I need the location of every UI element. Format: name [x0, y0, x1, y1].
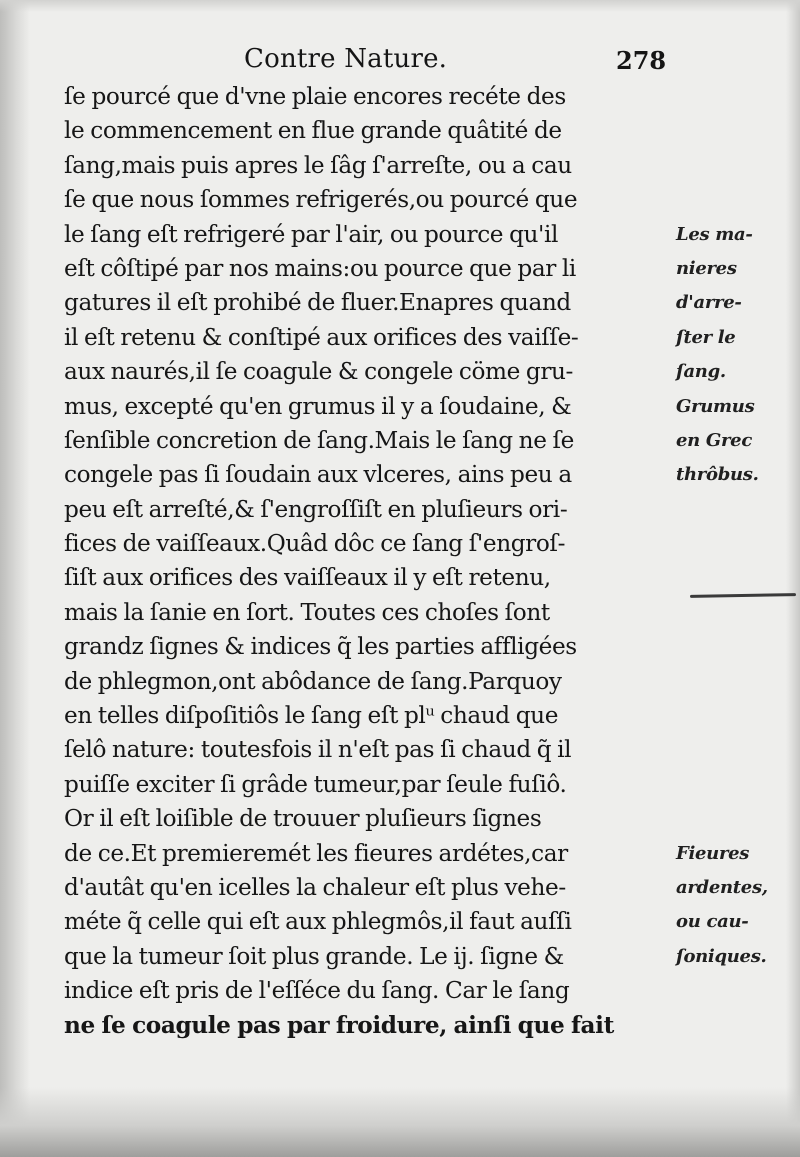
margin-note — [676, 1009, 798, 1043]
margin-note — [676, 149, 798, 183]
text-line: congele pas ſi ſoudain aux vlceres, ains peu a — [64, 461, 572, 489]
text-line: de phlegmon,ont abôdance de ſang.Parquoy — [64, 667, 562, 695]
margin-note: ſang. — [676, 361, 726, 383]
text-line: que la tumeur ſoit plus grande. Le ij. ſigne & — [64, 942, 564, 970]
text-line: le commencement en flue grande quâtité de — [64, 117, 562, 145]
text-line: méte q̃ celle qui eſt aux phlegmôs,il faut auſſi — [64, 908, 572, 936]
text-line: aux naurés,il ſe coagule & congele cöme gru- — [64, 358, 573, 386]
text-line: ſe pourcé que d'vne plaie encores recéte des — [64, 83, 566, 110]
text-line: Or il eſt loiſible de trouuer pluſieurs ſignes — [64, 805, 542, 833]
margin-notes — [676, 80, 798, 1043]
text-line: d'autât qu'en icelles la chaleur eſt plus vehe- — [64, 873, 566, 901]
margin-note: thrôbus. — [676, 464, 759, 486]
margin-note: en Grec — [676, 429, 752, 451]
page-left-shadow — [0, 0, 30, 1157]
page-number: 278 — [616, 46, 667, 75]
margin-note — [676, 596, 798, 630]
margin-note: ardentes, — [676, 876, 768, 898]
margin-note — [676, 974, 798, 1008]
margin-note — [676, 561, 798, 595]
margin-note: Les ma- — [676, 223, 753, 245]
margin-note — [676, 630, 798, 664]
text-line: puiſſe exciter ſi grâde tumeur,par ſeule fuſiô. — [64, 770, 567, 798]
margin-note — [676, 733, 798, 767]
text-line: indice eſt pris de l'eſſéce du ſang. Car le ſang — [64, 977, 570, 1005]
margin-note: Grumus — [676, 395, 755, 417]
margin-note — [676, 802, 798, 836]
page-top-shadow — [0, 0, 800, 12]
text-line: ſang,mais puis apres le ſâg ſ'arreſte, ou a cau — [64, 151, 572, 179]
page-bottom-shadow — [0, 1087, 800, 1157]
margin-note — [676, 768, 798, 802]
margin-note — [676, 493, 798, 527]
margin-note: ſoniques. — [676, 945, 767, 967]
main-text-block — [64, 80, 680, 1043]
page-header — [0, 44, 800, 84]
margin-note: nieres — [676, 257, 737, 279]
margin-note: ou cau- — [676, 911, 749, 933]
text-line: il eſt retenu & conſtipé aux orifices des vaiſſe- — [64, 323, 579, 351]
text-line: fices de vaiſſeaux.Quâd dôc ce ſang ſ'engroſ- — [64, 530, 566, 558]
text-line: ne ſe coagule pas par froidure, ainſi que fait — [64, 1011, 614, 1039]
text-line: mus, excepté qu'en grumus il y a ſoudaine, & — [64, 392, 572, 420]
running-head: Contre Nature. — [244, 44, 448, 74]
text-line: mais la ſanie en ſort. Toutes ces choſes ſont — [64, 598, 550, 626]
text-line: peu eſt arreſté,& ſ'engroſſiſt en pluſieurs ori- — [64, 495, 568, 523]
margin-note: d'arre- — [676, 292, 742, 314]
margin-note — [676, 114, 798, 148]
text-line: en telles diſpoſitiôs le ſang eſt plᵘ chaud que — [64, 702, 559, 730]
margin-note: ſter le — [676, 326, 736, 348]
margin-note — [676, 527, 798, 561]
margin-note — [676, 699, 798, 733]
text-line: eſt côſtipé par nos mains:ou pource que par li — [64, 254, 576, 282]
text-line: de ce.Et premieremét les fieures ardétes,car — [64, 839, 568, 867]
margin-note — [676, 665, 798, 699]
margin-note — [676, 183, 798, 217]
text-line: ſe que nous ſommes refrigerés,ou pourcé que — [64, 186, 578, 214]
margin-note — [676, 80, 798, 114]
text-line: ſelô nature: toutesfois il n'eſt pas ſi chaud q̃ il — [64, 736, 572, 764]
text-line: le ſang eſt refrigeré par l'air, ou pource qu'il — [64, 220, 559, 248]
text-line: gatures il eſt prohibé de fluer.Enapres quand — [64, 289, 571, 317]
margin-note: Fieures — [676, 842, 750, 864]
text-line: grandz ſignes & indices q̃ les parties affligées — [64, 633, 577, 661]
text-line: ſiſt aux orifices des vaiſſeaux il y eſt retenu, — [64, 564, 551, 592]
text-line: ſenſible concretion de ſang.Mais le ſang ne ſe — [64, 426, 574, 454]
